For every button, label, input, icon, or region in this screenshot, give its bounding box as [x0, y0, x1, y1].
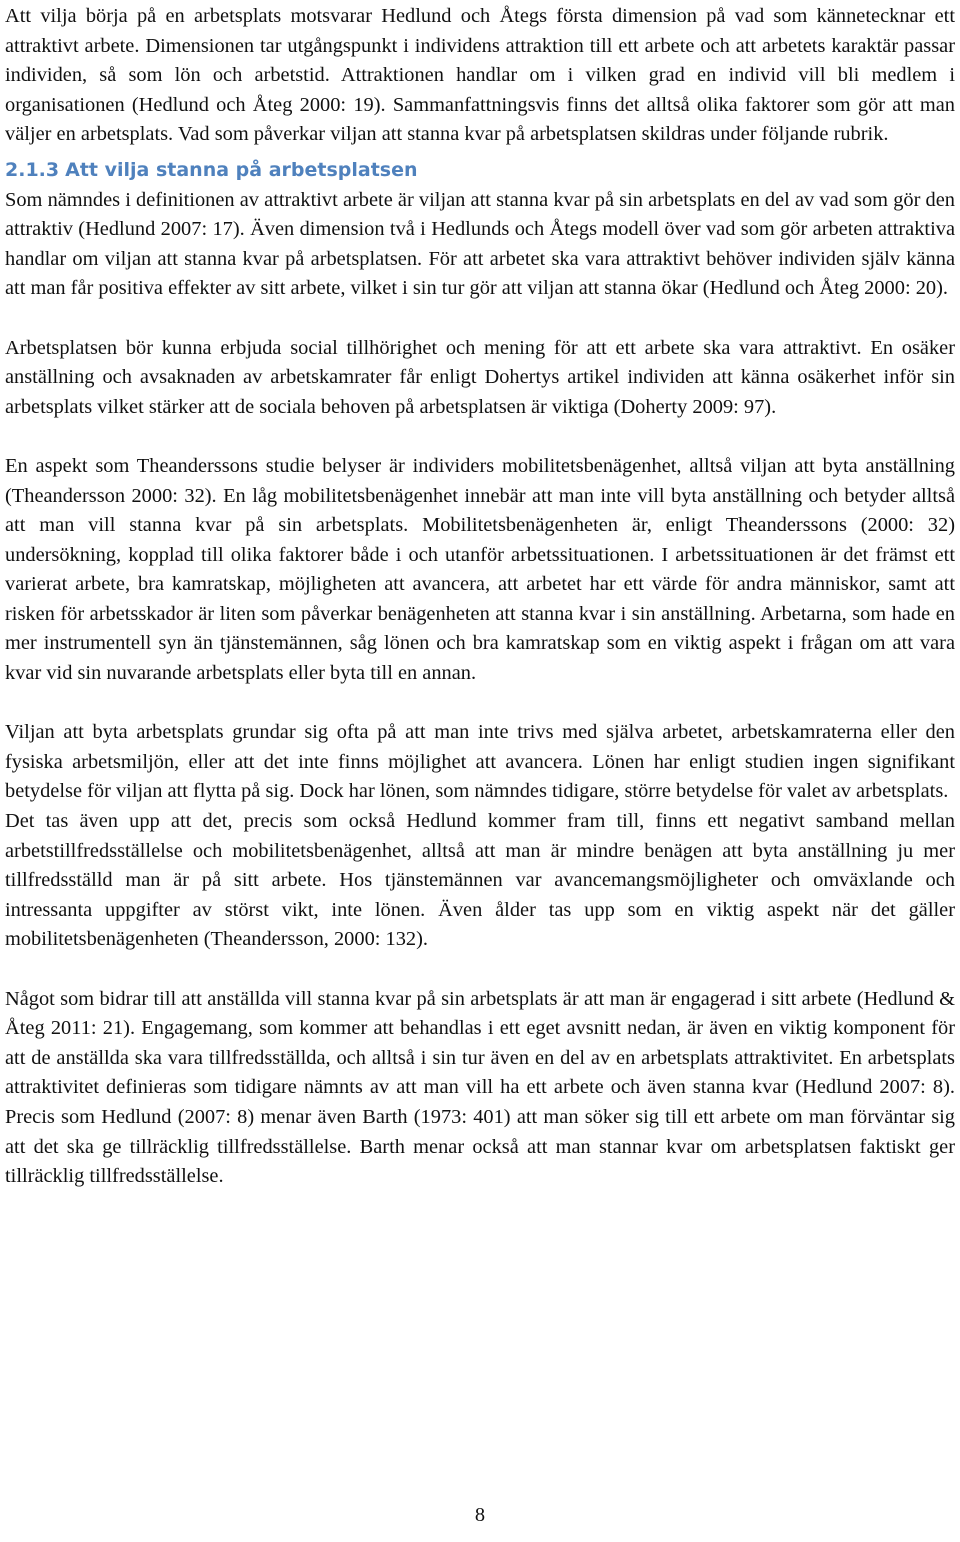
section-number: 2.1.3	[5, 158, 60, 181]
paragraph-4: Viljan att byta arbetsplats grundar sig ofta på att man inte trivs med själva arbetet, arbetskamraterna eller den fysiska arbetsmiljön, eller att det inte finns möjlighet att avancera. Lönen har enligt studien ingen signifikant betydelse för viljan att flytta på sig. Dock har lönen, som nämndes tidigare, större betydelse för valet av arbetsplats.	[5, 721, 955, 803]
paragraph-spacer	[5, 422, 955, 452]
page-number: 8	[474, 1504, 486, 1526]
section-heading	[5, 156, 955, 186]
section-title: Att vilja stanna på arbetsplatsen	[65, 158, 418, 181]
paragraph-6: Något som bidrar till att anställda vill stanna kvar på sin arbetsplats är att man är engagerad i sitt arbete (Hedlund & Åteg 2011: 21). Engagemang, som kommer att behandlas i ett eget avsnitt nedan, är även en viktig komponent för att de anställda ska vara tillfredsställda, och alltså i sin tur även en del av en arbetsplats attraktivitet. En arbetsplats attraktivitet definieras som tidigare nämnts av att man vill ha ett arbete och även stanna kvar (Hedlund 2007: 8). Precis som Hedlund (2007: 8) menar även Barth (1973: 401) att man söker sig till ett arbete om man förväntar sig att det ska ge tillräcklig tillfredsställelse. Barth menar också att man stannar kvar om arbetsplatsen faktiskt ger tillräcklig tillfredsställelse.	[5, 987, 955, 1188]
paragraph-spacer	[5, 689, 955, 719]
paragraph-3: En aspekt som Theanderssons studie belyser är individers mobilitetsbenägenhet, alltså viljan att byta anställning (Theandersson 2000: 32). En låg mobilitetsbenägenhet innebär att man inte vill byta anställning och betyder alltså att man vill stanna kvar på sin arbetsplats. Mobilitetsbenägenheten är, enligt Theanderssons (2000: 32) undersökning, kopplad till olika faktorer både i och utanför arbetssituationen. I arbetssituationen är det främst ett varierat arbete, bra kamratskap, möjligheten att avancera, att arbetet har ett värde för andra människor, samt att risken för arbetsskador är liten som påverkar benägenheten att stanna kvar i sin anställning. Arbetarna, som hade en mer instrumentell syn än tjänstemännen, såg lönen och bra kamratskap som en viktig aspekt i frågan om att vara kvar vid sin nuvarande arbetsplats eller byta till en annan.	[5, 454, 955, 685]
paragraph-spacer	[5, 955, 955, 985]
document-page	[5, 2, 955, 1192]
paragraph-2: Arbetsplatsen bör kunna erbjuda social tillhörighet och mening för att ett arbete ska vara attraktivt. En osäker anställning och avsaknaden av arbetskamrater får enligt Dohertys artikel individen att känna osäkerhet inför sin arbetsplats vilket stärker att de sociala behoven på arbetsplatsen är viktiga (Doherty 2009: 97).	[5, 336, 955, 418]
paragraph-intro: Att vilja börja på en arbetsplats motsvarar Hedlund och Åtegs första dimension på vad som kännetecknar ett attraktivt arbete. Dimensionen tar utgångspunkt i individens attraktion till ett arbete och att arbetets karaktär passar individen, så som lön och arbetstid. Attraktionen handlar om i vilken grad en individ vill bli medlem i organisationen (Hedlund och Åteg 2000: 19). Sammanfattningsvis finns det alltså olika faktorer som gör att man väljer en arbetsplats. Vad som påverkar viljan att stanna kvar på arbetsplatsen skildras under följande rubrik.	[5, 5, 955, 146]
paragraph-1: Som nämndes i definitionen av attraktivt arbete är viljan att stanna kvar på sin arbetsplats en del av vad som gör den attraktiv (Hedlund 2007: 17). Även dimension två i Hedlunds och Åtegs modell över vad som gör arbeten attraktiva handlar om viljan att stanna kvar på arbetsplatsen. För att arbetet ska vara attraktivt behöver individen själv känna att man får positiva effekter av sitt arbete, vilket i sin tur gör att viljan att stanna ökar (Hedlund och Åteg 2000: 20).	[5, 188, 955, 300]
paragraph-spacer	[5, 304, 955, 334]
paragraph-5: Det tas även upp att det, precis som också Hedlund kommer fram till, finns ett negativt samband mellan arbetstillfredsställelse och mobilitetsbenägenhet, alltså att man är mindre benägen att byta anställning ju mer tillfredsställd man är på sitt arbete. Hos tjänstemännen var avancemangsmöjligheter och omväxlande och intressanta uppgifter av störst vikt, inte lönen. Även ålder tas upp som en viktig aspekt när det gäller mobilitetsbenägenheten (Theandersson, 2000: 132).	[5, 810, 955, 951]
